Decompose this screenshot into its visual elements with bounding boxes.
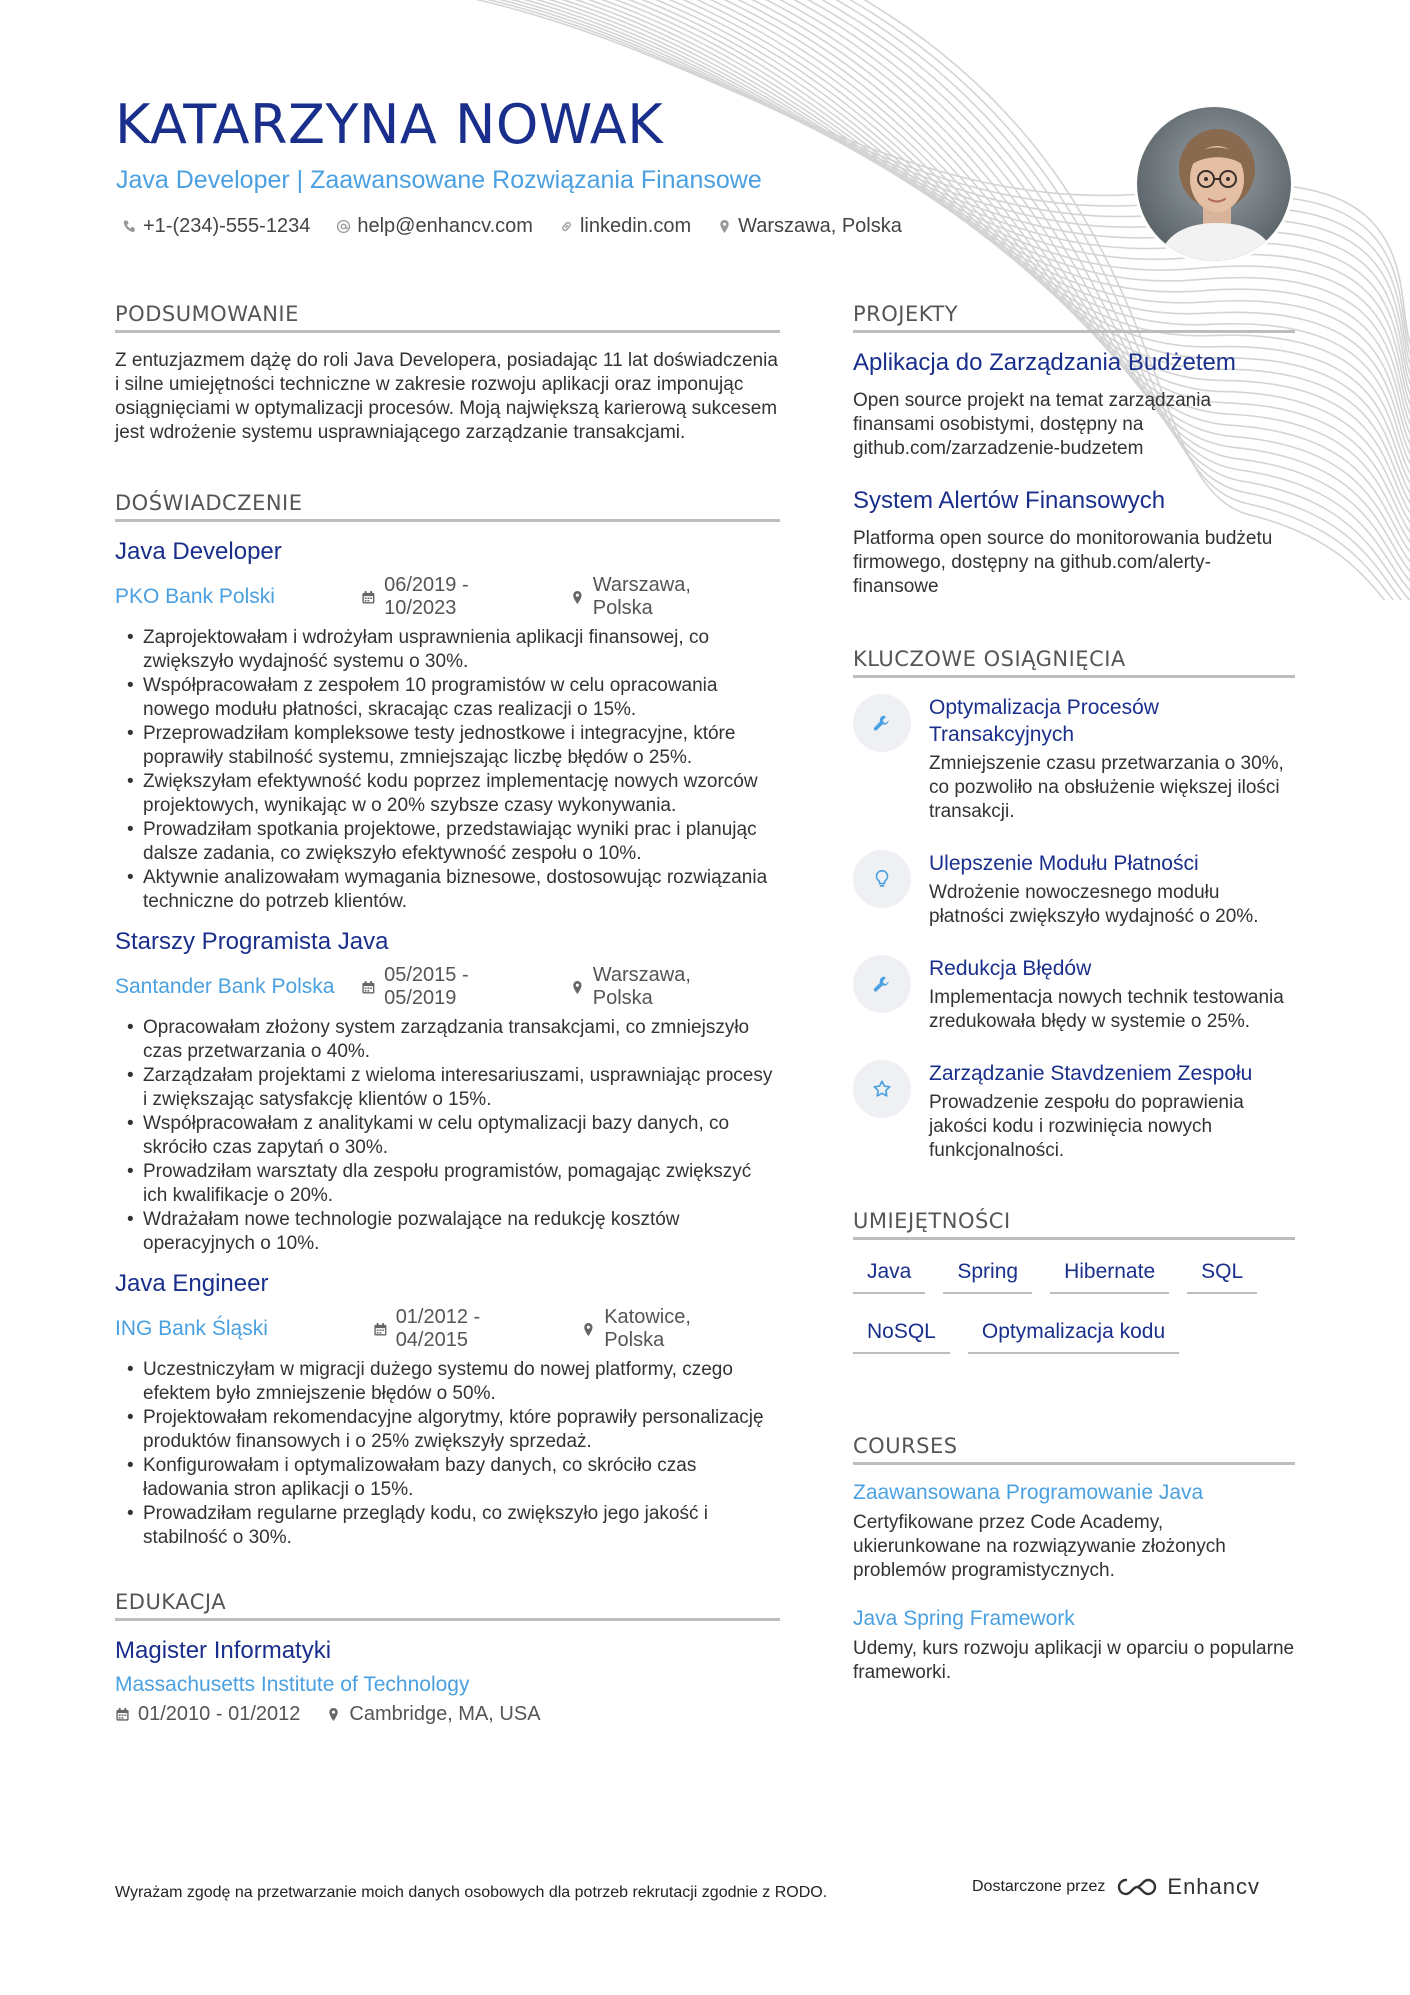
course-item	[853, 1481, 1295, 1583]
left-column	[115, 302, 780, 1732]
job-bullet: • Uczestniczyłam w migracji dużego systemu do nowej platformy, czego efektem było zmniejszenie błędów o 50%.	[127, 1358, 780, 1406]
experience-section	[115, 491, 780, 1550]
achievement-title: Ulepszenie Modułu Płatności	[929, 852, 1199, 875]
summary-text: Z entuzjazmem dążę do roli Java Developera, posiadając 11 lat doświadczenia i silne umiejętności techniczne w zakresie rozwoju aplikacji oraz imponując osiągnięciami w optymalizacji procesów. Moją największą karierową sukcesem jest wdrożenie systemu usprawniającego zarządzanie transakcjami.	[115, 350, 778, 443]
course-description: Certyfikowane przez Code Academy, ukierunkowane na rozwiązywanie złożonych problemów programistycznych.	[853, 1512, 1226, 1581]
job-location-text: Warszawa, Polska	[592, 574, 691, 619]
job-bullet: • Zarządzałam projektami z wieloma interesariuszami, usprawniając procesy i zwiększając satysfakcję klientów o 15%.	[127, 1064, 780, 1112]
job-entry	[115, 1270, 780, 1550]
link-icon	[559, 219, 574, 234]
contact-email[interactable]	[336, 215, 533, 238]
job-location	[570, 964, 754, 1010]
job-bullet: • Zaprojektowałam i wdrożyłam usprawnienia aplikacji finansowej, co zwiększyło wydajność systemu o 30%.	[127, 626, 780, 674]
location-pin-icon	[570, 590, 585, 605]
skills-section	[853, 1209, 1295, 1376]
job-bullet: • Konfigurowałam i optymalizowałam bazy danych, co skróciło czas ładowania stron aplikacji o 15%.	[127, 1454, 780, 1502]
course-title: Java Spring Framework	[853, 1607, 1075, 1630]
skill-tag: NoSQL	[853, 1316, 950, 1354]
job-location	[581, 1306, 754, 1352]
education-school: Massachusetts Institute of Technology	[115, 1673, 470, 1696]
education-dates-text: 01/2010 - 01/2012	[138, 1703, 301, 1725]
education-section	[115, 1590, 780, 1726]
job-bullet: • Wdrażałam nowe technologie pozwalające na redukcję kosztów operacyjnych o 10%.	[127, 1208, 780, 1256]
enhancv-logo[interactable]	[1115, 1874, 1260, 1900]
job-meta	[115, 574, 780, 620]
job-entry	[115, 538, 780, 914]
candidate-name: KATARZYNA NOWAK	[115, 93, 664, 156]
job-title: Java Developer	[115, 538, 282, 565]
job-meta	[115, 1306, 780, 1352]
achievement-description: Prowadzenie zespołu do poprawienia jakości kodu i rozwinięcia nowych funkcjonalności.	[929, 1092, 1244, 1161]
lightbulb-icon	[871, 868, 893, 890]
job-bullets	[115, 1016, 780, 1256]
job-bullet: • Współpracowałam z zespołem 10 programistów w celu opracowania nowego modułu płatności, skracając czas realizacji o 15%.	[127, 674, 780, 722]
education-degree: Magister Informatyki	[115, 1637, 332, 1664]
education-location	[326, 1703, 540, 1726]
contact-phone[interactable]	[122, 215, 310, 238]
achievement-icon-badge	[853, 955, 911, 1013]
job-bullet: • Opracowałam złożony system zarządzania transakcjami, co zmniejszyło czas przetwarzania o 40%.	[127, 1016, 780, 1064]
achievement-body	[929, 694, 1295, 824]
location-pin-icon	[717, 219, 732, 234]
education-location-text: Cambridge, MA, USA	[349, 1703, 541, 1725]
skills-heading: UMIEJĘTNOŚCI	[853, 1209, 1295, 1240]
summary-heading: PODSUMOWANIE	[115, 302, 780, 333]
job-location-text: Warszawa, Polska	[592, 964, 691, 1009]
project-description: Platforma open source do monitorowania budżetu firmowego, dostępny na github.com/alerty-finansowe	[853, 528, 1273, 597]
calendar-icon	[361, 980, 376, 995]
job-dates-text: 06/2019 - 10/2023	[384, 574, 469, 619]
calendar-icon	[115, 1707, 130, 1722]
project-title: Aplikacja do Zarządzania Budżetem	[853, 349, 1236, 376]
profile-portrait-image	[1137, 107, 1294, 264]
job-bullet: • Projektowałam rekomendacyjne algorytmy, które poprawiły personalizację produktów finansowych i o 25% zwiększyły sprzedaż.	[127, 1406, 780, 1454]
job-bullets	[115, 626, 780, 914]
gdpr-consent: Wyrażam zgodę na przetwarzanie moich danych osobowych dla potrzeb rekrutacji zgodnie z RODO.	[115, 1884, 828, 1901]
skill-tag: Spring	[943, 1256, 1032, 1294]
skill-tag: Hibernate	[1050, 1256, 1169, 1294]
at-icon	[336, 219, 351, 234]
job-title: Starszy Programista Java	[115, 928, 389, 955]
contact-bar	[122, 215, 902, 238]
location-pin-icon	[570, 980, 585, 995]
contact-location	[717, 215, 902, 238]
achievement-title: Zarządzanie Stavdzeniem Zespołu	[929, 1062, 1253, 1085]
star-icon	[871, 1078, 893, 1100]
right-column	[853, 302, 1295, 1709]
brand-name: Enhancv	[1167, 1874, 1261, 1899]
job-bullet: • Prowadziłam warsztaty dla zespołu programistów, pomagając zwiększyć ich kwalifikacje o 20%.	[127, 1160, 780, 1208]
job-dates-text: 05/2015 - 05/2019	[384, 964, 469, 1009]
profile-photo	[1134, 104, 1294, 264]
achievement-description: Implementacja nowych technik testowania zredukowała błędy w systemie o 25%.	[929, 987, 1284, 1032]
contact-email-text: help@enhancv.com	[357, 215, 533, 237]
achievement-body	[929, 850, 1295, 929]
job-bullet: • Zwiększyłam efektywność kodu poprzez implementację nowych wzorców projektowych, wynikając w o 20% szybsze czasy wykonywania.	[127, 770, 780, 818]
skill-tag: Optymalizacja kodu	[968, 1316, 1179, 1354]
experience-heading: DOŚWIADCZENIE	[115, 491, 780, 522]
contact-linkedin-text: linkedin.com	[579, 215, 692, 237]
wrench-icon	[871, 973, 893, 995]
phone-icon	[122, 219, 137, 234]
location-pin-icon	[326, 1707, 341, 1722]
education-meta	[115, 1703, 780, 1726]
location-pin-icon	[581, 1322, 596, 1337]
skill-tag: Java	[853, 1256, 925, 1294]
job-company: ING Bank Śląski	[115, 1317, 268, 1340]
job-location-text: Katowice, Polska	[604, 1306, 691, 1351]
job-bullet: • Prowadziłam spotkania projektowe, przedstawiając wyniki prac i planując dalsze zadania, co zwiększyło efektywność zespołu o 10%.	[127, 818, 780, 866]
job-company: PKO Bank Polski	[115, 585, 275, 608]
achievement-item	[853, 850, 1295, 929]
achievement-icon-badge	[853, 694, 911, 752]
achievement-description: Zmniejszenie czasu przetwarzania o 30%, co pozwoliło na obsłużenie większej ilości transakcji.	[929, 753, 1284, 822]
job-dates-text: 01/2012 - 04/2015	[395, 1306, 481, 1351]
course-item	[853, 1607, 1295, 1685]
job-location	[570, 574, 754, 620]
achievement-title: Optymalizacja Procesów Transakcyjnych	[929, 696, 1159, 746]
project-description: Open source projekt na temat zarządzania finansami osobistymi, dostępny na github.com/zarzadzenie-budzetem	[853, 390, 1212, 459]
achievement-item	[853, 955, 1295, 1034]
project-item	[853, 487, 1295, 599]
summary-section	[115, 302, 780, 445]
job-bullet: • Prowadziłam regularne przeglądy kodu, co zwiększyło jego jakość i stabilność o 30%.	[127, 1502, 780, 1550]
achievement-icon-badge	[853, 850, 911, 908]
achievement-body	[929, 955, 1295, 1034]
contact-location-text: Warszawa, Polska	[738, 215, 902, 237]
calendar-icon	[373, 1322, 388, 1337]
achievement-title: Redukcja Błędów	[929, 957, 1092, 980]
skills-list	[853, 1256, 1295, 1376]
project-item	[853, 349, 1295, 461]
contact-linkedin[interactable]	[559, 215, 691, 238]
job-dates	[361, 964, 544, 1010]
job-bullet: • Współpracowałam z analitykami w celu optymalizacji bazy danych, co skróciło czas zapytań o 30%.	[127, 1112, 780, 1160]
achievements-heading: KLUCZOWE OSIĄGNIĘCIA	[853, 647, 1295, 678]
wrench-icon	[871, 712, 893, 734]
job-entry	[115, 928, 780, 1256]
course-description: Udemy, kurs rozwoju aplikacji w oparciu o popularne frameworki.	[853, 1638, 1295, 1683]
projects-heading: PROJEKTY	[853, 302, 1295, 333]
candidate-headline: Java Developer | Zaawansowane Rozwiązania Finansowe	[116, 166, 762, 194]
courses-section	[853, 1434, 1295, 1685]
education-heading: EDUKACJA	[115, 1590, 780, 1621]
powered-by	[972, 1874, 1260, 1900]
job-company: Santander Bank Polska	[115, 975, 335, 998]
courses-heading: COURSES	[853, 1434, 1295, 1465]
job-bullets	[115, 1358, 780, 1550]
powered-by-label: Dostarczone przez	[972, 1878, 1106, 1895]
skill-tag: SQL	[1187, 1256, 1257, 1294]
job-dates	[373, 1306, 556, 1352]
projects-section	[853, 302, 1295, 599]
contact-phone-text: +1-(234)-555-1234	[143, 215, 311, 237]
job-bullet: • Przeprowadziłam kompleksowe testy jednostkowe i integracyjne, które poprawiły stabilność systemu, zmniejszając liczbę błędów o 25%.	[127, 722, 780, 770]
achievement-icon-badge	[853, 1060, 911, 1118]
education-dates	[115, 1703, 300, 1726]
job-bullet: • Aktywnie analizowałam wymagania biznesowe, dostosowując rozwiązania techniczne do potrzeb klientów.	[127, 866, 780, 914]
achievement-item	[853, 694, 1295, 824]
calendar-icon	[361, 590, 376, 605]
job-meta	[115, 964, 780, 1010]
course-title: Zaawansowana Programowanie Java	[853, 1481, 1204, 1504]
project-title: System Alertów Finansowych	[853, 487, 1166, 514]
achievements-section	[853, 647, 1295, 1163]
achievement-item	[853, 1060, 1295, 1163]
achievement-body	[929, 1060, 1295, 1163]
infinity-logo-icon	[1115, 1876, 1159, 1898]
job-title: Java Engineer	[115, 1270, 269, 1297]
job-dates	[361, 574, 544, 620]
achievement-description: Wdrożenie nowoczesnego modułu płatności zwiększyło wydajność o 20%.	[929, 882, 1259, 927]
